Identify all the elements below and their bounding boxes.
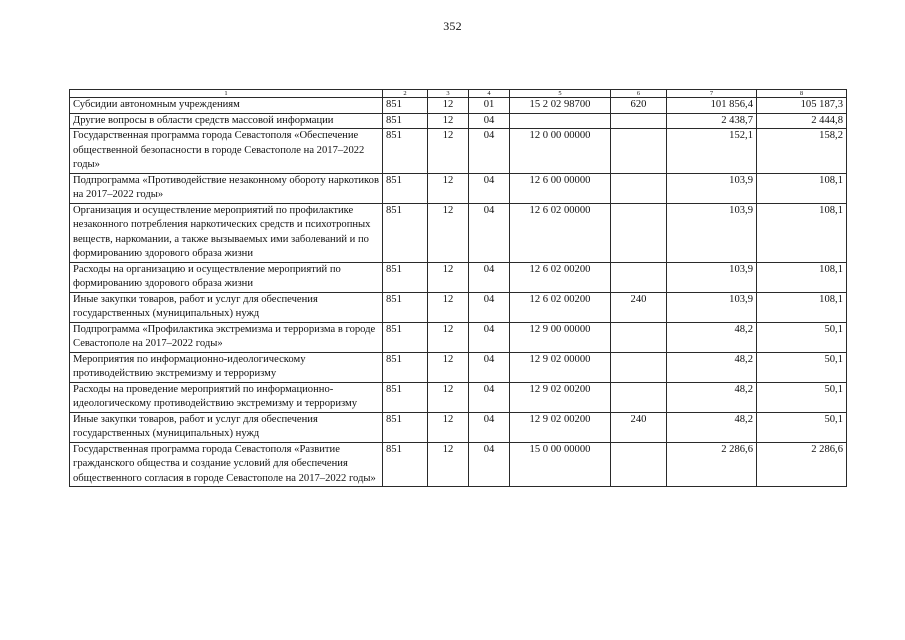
section-code: 12 xyxy=(428,98,469,114)
subsection-code: 04 xyxy=(469,113,510,129)
subsection-code: 04 xyxy=(469,322,510,352)
row-name: Другие вопросы в области средств массовой информации xyxy=(70,113,383,129)
subsection-code: 04 xyxy=(469,129,510,174)
amount-year-2: 50,1 xyxy=(757,412,847,442)
target-article-code: 12 9 00 00000 xyxy=(510,322,611,352)
amount-year-2: 108,1 xyxy=(757,173,847,203)
expense-type-code xyxy=(611,129,667,174)
amount-year-2: 50,1 xyxy=(757,352,847,382)
amount-year-2: 50,1 xyxy=(757,322,847,352)
section-code: 12 xyxy=(428,203,469,262)
row-name: Государственная программа города Севастополя «Обеспечение общественной безопасности в городе Севастополе на 2017–2022 годы» xyxy=(70,129,383,174)
column-number: 2 xyxy=(383,90,428,98)
row-name: Мероприятия по информационно-идеологическому противодействию экстремизму и терроризму xyxy=(70,352,383,382)
amount-year-1: 48,2 xyxy=(667,382,757,412)
row-name: Субсидии автономным учреждениям xyxy=(70,98,383,114)
amount-year-1: 2 438,7 xyxy=(667,113,757,129)
amount-year-2: 105 187,3 xyxy=(757,98,847,114)
section-code: 12 xyxy=(428,129,469,174)
table-row xyxy=(70,352,847,382)
department-code: 851 xyxy=(383,382,428,412)
amount-year-1: 103,9 xyxy=(667,173,757,203)
expense-type-code: 240 xyxy=(611,292,667,322)
expense-type-code: 620 xyxy=(611,98,667,114)
section-code: 12 xyxy=(428,322,469,352)
expense-type-code xyxy=(611,262,667,292)
column-number: 4 xyxy=(469,90,510,98)
expense-type-code xyxy=(611,113,667,129)
column-number-row xyxy=(70,90,847,98)
section-code: 12 xyxy=(428,442,469,487)
column-number: 3 xyxy=(428,90,469,98)
row-name: Иные закупки товаров, работ и услуг для обеспечения государственных (муниципальных) нужд xyxy=(70,292,383,322)
column-number: 1 xyxy=(70,90,383,98)
department-code: 851 xyxy=(383,173,428,203)
amount-year-1: 101 856,4 xyxy=(667,98,757,114)
target-article-code: 12 9 02 00200 xyxy=(510,412,611,442)
department-code: 851 xyxy=(383,129,428,174)
target-article-code: 12 6 02 00200 xyxy=(510,292,611,322)
amount-year-2: 108,1 xyxy=(757,203,847,262)
expense-type-code xyxy=(611,352,667,382)
department-code: 851 xyxy=(383,262,428,292)
target-article-code: 15 2 02 98700 xyxy=(510,98,611,114)
subsection-code: 01 xyxy=(469,98,510,114)
row-name: Подпрограмма «Противодействие незаконному обороту наркотиков на 2017–2022 годы» xyxy=(70,173,383,203)
budget-table-body xyxy=(70,90,847,487)
table-row xyxy=(70,173,847,203)
target-article-code: 12 6 02 00200 xyxy=(510,262,611,292)
column-number: 6 xyxy=(611,90,667,98)
section-code: 12 xyxy=(428,113,469,129)
table-row xyxy=(70,292,847,322)
expense-type-code xyxy=(611,442,667,487)
row-name: Организация и осуществление мероприятий по профилактике незаконного потребления наркотических средств и психотропных веществ, наркомании, а также вызываемых ими заболеваний и по формированию здорового образа жизни xyxy=(70,203,383,262)
section-code: 12 xyxy=(428,262,469,292)
amount-year-2: 108,1 xyxy=(757,292,847,322)
amount-year-2: 158,2 xyxy=(757,129,847,174)
row-name: Расходы на проведение мероприятий по информационно-идеологическому противодействию экстремизму и терроризму xyxy=(70,382,383,412)
amount-year-1: 103,9 xyxy=(667,262,757,292)
target-article-code: 12 6 00 00000 xyxy=(510,173,611,203)
department-code: 851 xyxy=(383,292,428,322)
department-code: 851 xyxy=(383,113,428,129)
section-code: 12 xyxy=(428,382,469,412)
row-name: Подпрограмма «Профилактика экстремизма и терроризма в городе Севастополе на 2017–2022 годы» xyxy=(70,322,383,352)
subsection-code: 04 xyxy=(469,412,510,442)
table-row xyxy=(70,98,847,114)
amount-year-2: 2 444,8 xyxy=(757,113,847,129)
column-number: 5 xyxy=(510,90,611,98)
amount-year-1: 152,1 xyxy=(667,129,757,174)
section-code: 12 xyxy=(428,352,469,382)
subsection-code: 04 xyxy=(469,352,510,382)
department-code: 851 xyxy=(383,322,428,352)
column-number: 8 xyxy=(757,90,847,98)
department-code: 851 xyxy=(383,203,428,262)
subsection-code: 04 xyxy=(469,292,510,322)
target-article-code: 12 9 02 00200 xyxy=(510,382,611,412)
amount-year-2: 2 286,6 xyxy=(757,442,847,487)
department-code: 851 xyxy=(383,352,428,382)
table-row xyxy=(70,203,847,262)
department-code: 851 xyxy=(383,98,428,114)
row-name: Иные закупки товаров, работ и услуг для обеспечения государственных (муниципальных) нужд xyxy=(70,412,383,442)
expense-type-code xyxy=(611,203,667,262)
target-article-code xyxy=(510,113,611,129)
row-name: Государственная программа города Севастополя «Развитие гражданского общества и создание условий для обеспечения общественного согласия в городе Севастополе на 2017–2022 годы» xyxy=(70,442,383,487)
section-code: 12 xyxy=(428,412,469,442)
budget-table xyxy=(69,89,847,487)
table-row xyxy=(70,412,847,442)
amount-year-1: 48,2 xyxy=(667,322,757,352)
table-row xyxy=(70,113,847,129)
department-code: 851 xyxy=(383,442,428,487)
subsection-code: 04 xyxy=(469,203,510,262)
subsection-code: 04 xyxy=(469,173,510,203)
table-row xyxy=(70,322,847,352)
amount-year-1: 103,9 xyxy=(667,203,757,262)
subsection-code: 04 xyxy=(469,382,510,412)
amount-year-1: 48,2 xyxy=(667,412,757,442)
section-code: 12 xyxy=(428,173,469,203)
column-number: 7 xyxy=(667,90,757,98)
department-code: 851 xyxy=(383,412,428,442)
amount-year-1: 103,9 xyxy=(667,292,757,322)
expense-type-code xyxy=(611,322,667,352)
subsection-code: 04 xyxy=(469,442,510,487)
amount-year-1: 48,2 xyxy=(667,352,757,382)
target-article-code: 12 0 00 00000 xyxy=(510,129,611,174)
subsection-code: 04 xyxy=(469,262,510,292)
table-row xyxy=(70,129,847,174)
amount-year-2: 108,1 xyxy=(757,262,847,292)
section-code: 12 xyxy=(428,292,469,322)
table-row xyxy=(70,382,847,412)
expense-type-code xyxy=(611,173,667,203)
amount-year-2: 50,1 xyxy=(757,382,847,412)
target-article-code: 12 6 02 00000 xyxy=(510,203,611,262)
expense-type-code: 240 xyxy=(611,412,667,442)
target-article-code: 12 9 02 00000 xyxy=(510,352,611,382)
row-name: Расходы на организацию и осуществление мероприятий по формированию здорового образа жизни xyxy=(70,262,383,292)
table-row xyxy=(70,262,847,292)
expense-type-code xyxy=(611,382,667,412)
page-number: 352 xyxy=(443,19,462,33)
amount-year-1: 2 286,6 xyxy=(667,442,757,487)
table-row xyxy=(70,442,847,487)
target-article-code: 15 0 00 00000 xyxy=(510,442,611,487)
